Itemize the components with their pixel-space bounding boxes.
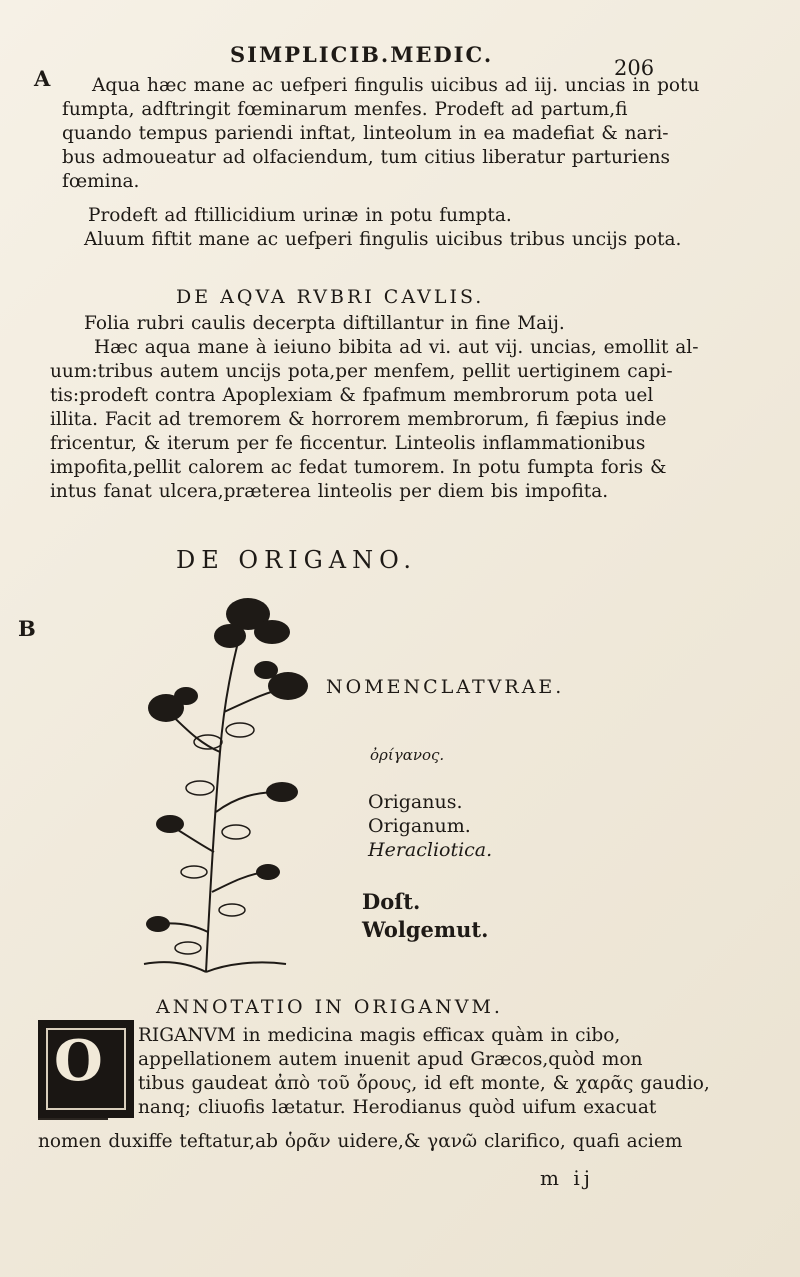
text-line: Aqua hæc mane ac uefperi fingulis uicibus ad iij. uncias in potu bbox=[92, 75, 700, 96]
running-header bbox=[0, 42, 800, 80]
latin-name: Origanum. bbox=[368, 815, 471, 837]
page-number: 206 bbox=[614, 56, 655, 80]
paragraph-annotatio bbox=[138, 1024, 710, 1120]
margin-letter-a: A bbox=[34, 66, 51, 91]
text-line: RIGANVM in medicina magis efficax quàm in cibo, bbox=[138, 1025, 621, 1046]
ornamental-rule bbox=[38, 1118, 108, 1120]
german-name: Wolgemut. bbox=[362, 917, 489, 942]
origanum-woodcut-illustration bbox=[136, 592, 326, 984]
text-line: tibus gaudeat ἀπὸ τοῦ ὄρους, id eft monte, & χαρᾶς gaudio, bbox=[138, 1073, 710, 1094]
section-heading-de-origano: DE ORIGANO. bbox=[176, 546, 418, 574]
latin-name: Origanus. bbox=[368, 791, 463, 813]
paragraph-prodest bbox=[84, 204, 681, 252]
text-line: tis:prodeft contra Apoplexiam & fpafmum membrorum pota uel bbox=[50, 385, 654, 406]
text-line: Prodeft ad ftillicidium urinæ in potu fumpta. bbox=[88, 205, 512, 226]
paragraph-rubri-caulis bbox=[50, 312, 698, 504]
text-line: appellationem autem inuenit apud Græcos,quòd mon bbox=[138, 1049, 643, 1070]
margin-letter-b: B bbox=[18, 616, 36, 641]
text-line: fœmina. bbox=[62, 171, 140, 192]
text-line: fricentur, & iterum per fe ficcentur. Linteolis inflammationibus bbox=[50, 433, 646, 454]
paragraph-aqua bbox=[62, 74, 699, 194]
signature-mark: m ij bbox=[540, 1166, 594, 1190]
section-heading-annotatio: ANNOTATIO IN ORIGANVM. bbox=[156, 996, 503, 1018]
text-line: fumpta, adftringit fœminarum menfes. Prodeft ad partum,fi bbox=[62, 99, 628, 120]
decorated-initial bbox=[38, 1020, 134, 1118]
paragraph-annotatio-last bbox=[38, 1130, 682, 1154]
section-heading-aqua-rubri-caulis: DE AQVA RVBRI CAVLIS. bbox=[176, 286, 485, 308]
latin-name: Heracliotica. bbox=[368, 839, 493, 861]
text-line: Aluum fiftit mane ac uefperi fingulis uicibus tribus uncijs pota. bbox=[84, 229, 682, 250]
nomenclature-title: NOMENCLATVRAE. bbox=[326, 676, 565, 698]
text-line: impofita,pellit calorem ac fedat tumorem. In potu fumpta foris & bbox=[50, 457, 667, 478]
running-title: SIMPLICIB.MEDIC. bbox=[230, 42, 494, 67]
text-line: nomen duxiffe teftatur,ab ὁρᾶν uidere,& γανῶ clarifico, quafi aciem bbox=[38, 1131, 683, 1152]
text-line: Hæc aqua mane à ieiuno bibita ad vi. aut vij. uncias, emollit al- bbox=[94, 337, 699, 358]
text-line: uum:tribus autem uncijs pota,per menfem, pellit uertiginem capi- bbox=[50, 361, 673, 382]
greek-name: ὀρίγανος. bbox=[370, 746, 445, 764]
latin-names bbox=[368, 790, 492, 862]
text-line: bus admoueatur ad olfaciendum, tum citius liberatur parturiens bbox=[62, 147, 670, 168]
initial-letter: O bbox=[54, 1028, 103, 1094]
text-line: intus fanat ulcera,præterea linteolis per diem bis impofita. bbox=[50, 481, 609, 502]
text-line: quando tempus pariendi inftat, linteolum in ea madefiat & nari- bbox=[62, 123, 669, 144]
text-line: Folia rubri caulis decerpta diftillantur in fine Maij. bbox=[84, 313, 565, 334]
german-name: Doſt. bbox=[362, 889, 421, 914]
text-line: nanq; cliuofis lætatur. Herodianus quòd uifum exacuat bbox=[138, 1097, 657, 1118]
text-line: illita. Facit ad tremorem & horrorem membrorum, fi fæpius inde bbox=[50, 409, 667, 430]
german-names bbox=[362, 888, 488, 944]
